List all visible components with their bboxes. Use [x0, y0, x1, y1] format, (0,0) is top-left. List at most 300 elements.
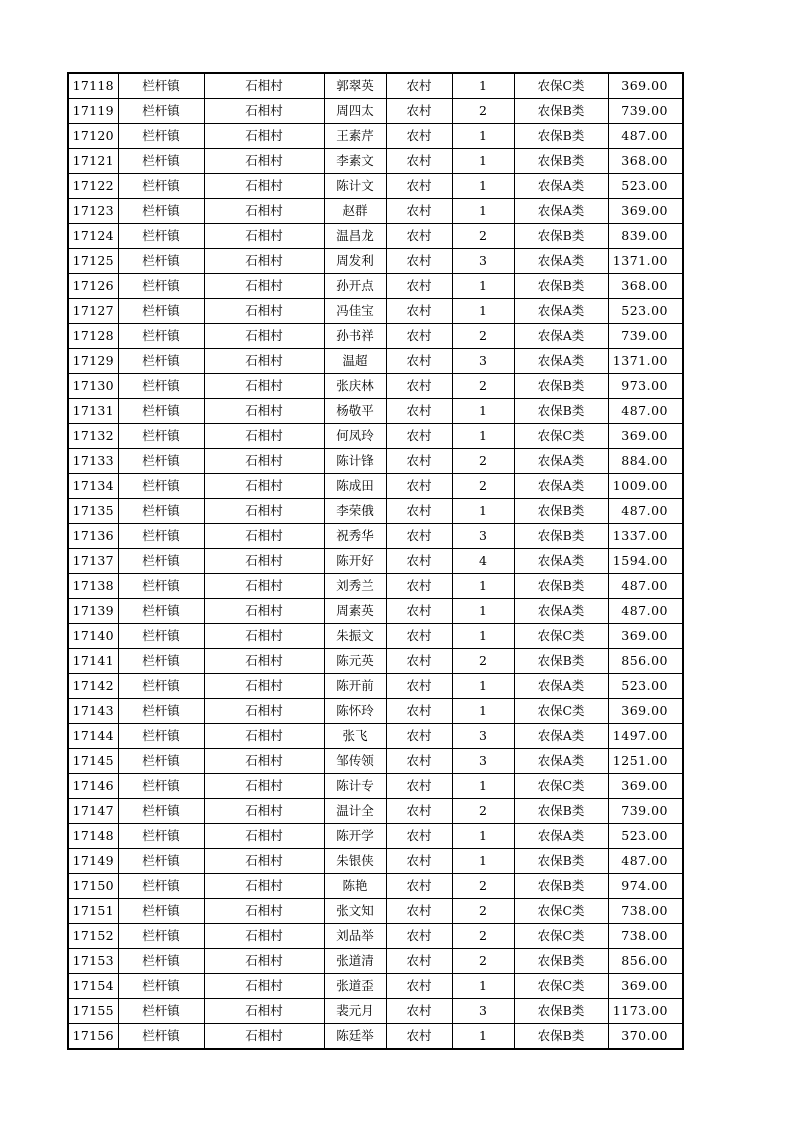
- count-cell: 3: [452, 999, 514, 1024]
- village-cell: 石相村: [204, 524, 324, 549]
- area-type-cell: 农村: [386, 349, 452, 374]
- name-cell: 温计全: [324, 799, 386, 824]
- village-cell: 石相村: [204, 274, 324, 299]
- amount-cell: 487.00: [608, 599, 683, 624]
- name-cell: 孙开点: [324, 274, 386, 299]
- category-cell: 农保A类: [514, 249, 608, 274]
- amount-cell: 974.00: [608, 874, 683, 899]
- category-cell: 农保A类: [514, 174, 608, 199]
- town-cell: 栏杆镇: [118, 374, 204, 399]
- area-type-cell: 农村: [386, 899, 452, 924]
- town-cell: 栏杆镇: [118, 724, 204, 749]
- category-cell: 农保B类: [514, 949, 608, 974]
- table-row: [68, 1024, 683, 1050]
- town-cell: 栏杆镇: [118, 924, 204, 949]
- area-type-cell: 农村: [386, 124, 452, 149]
- serial-cell: 17128: [68, 324, 118, 349]
- count-cell: 3: [452, 749, 514, 774]
- town-cell: 栏杆镇: [118, 899, 204, 924]
- area-type-cell: 农村: [386, 274, 452, 299]
- name-cell: 邹传领: [324, 749, 386, 774]
- town-cell: 栏杆镇: [118, 324, 204, 349]
- table-row: [68, 999, 683, 1024]
- table-row: [68, 624, 683, 649]
- name-cell: 李荣俄: [324, 499, 386, 524]
- name-cell: 张文知: [324, 899, 386, 924]
- area-type-cell: 农村: [386, 549, 452, 574]
- amount-cell: 523.00: [608, 674, 683, 699]
- category-cell: 农保A类: [514, 299, 608, 324]
- name-cell: 陈计文: [324, 174, 386, 199]
- count-cell: 1: [452, 974, 514, 999]
- table-row: [68, 649, 683, 674]
- town-cell: 栏杆镇: [118, 274, 204, 299]
- count-cell: 1: [452, 73, 514, 99]
- category-cell: 农保A类: [514, 599, 608, 624]
- village-cell: 石相村: [204, 399, 324, 424]
- count-cell: 1: [452, 574, 514, 599]
- town-cell: 栏杆镇: [118, 824, 204, 849]
- category-cell: 农保C类: [514, 73, 608, 99]
- amount-cell: 369.00: [608, 624, 683, 649]
- area-type-cell: 农村: [386, 249, 452, 274]
- name-cell: 郭翠英: [324, 73, 386, 99]
- amount-cell: 884.00: [608, 449, 683, 474]
- count-cell: 1: [452, 174, 514, 199]
- town-cell: 栏杆镇: [118, 774, 204, 799]
- name-cell: 何凤玲: [324, 424, 386, 449]
- table-row: [68, 199, 683, 224]
- amount-cell: 973.00: [608, 374, 683, 399]
- serial-cell: 17156: [68, 1024, 118, 1050]
- serial-cell: 17147: [68, 799, 118, 824]
- table-row: [68, 524, 683, 549]
- category-cell: 农保A类: [514, 674, 608, 699]
- name-cell: 赵群: [324, 199, 386, 224]
- amount-cell: 1371.00: [608, 249, 683, 274]
- village-cell: 石相村: [204, 874, 324, 899]
- amount-cell: 487.00: [608, 399, 683, 424]
- village-cell: 石相村: [204, 649, 324, 674]
- serial-cell: 17138: [68, 574, 118, 599]
- name-cell: 周发利: [324, 249, 386, 274]
- town-cell: 栏杆镇: [118, 574, 204, 599]
- category-cell: 农保C类: [514, 624, 608, 649]
- village-cell: 石相村: [204, 249, 324, 274]
- table-row: [68, 124, 683, 149]
- amount-cell: 856.00: [608, 949, 683, 974]
- count-cell: 2: [452, 474, 514, 499]
- name-cell: 陈廷举: [324, 1024, 386, 1050]
- amount-cell: 368.00: [608, 274, 683, 299]
- category-cell: 农保C类: [514, 924, 608, 949]
- table-row: [68, 249, 683, 274]
- name-cell: 孙书祥: [324, 324, 386, 349]
- amount-cell: 839.00: [608, 224, 683, 249]
- town-cell: 栏杆镇: [118, 424, 204, 449]
- area-type-cell: 农村: [386, 949, 452, 974]
- name-cell: 温昌龙: [324, 224, 386, 249]
- table-row: [68, 699, 683, 724]
- table-row: [68, 799, 683, 824]
- town-cell: 栏杆镇: [118, 249, 204, 274]
- serial-cell: 17140: [68, 624, 118, 649]
- amount-cell: 738.00: [608, 924, 683, 949]
- serial-cell: 17120: [68, 124, 118, 149]
- town-cell: 栏杆镇: [118, 299, 204, 324]
- town-cell: 栏杆镇: [118, 149, 204, 174]
- serial-cell: 17121: [68, 149, 118, 174]
- serial-cell: 17126: [68, 274, 118, 299]
- table-row: [68, 574, 683, 599]
- area-type-cell: 农村: [386, 374, 452, 399]
- name-cell: 陈计锋: [324, 449, 386, 474]
- village-cell: 石相村: [204, 599, 324, 624]
- count-cell: 1: [452, 599, 514, 624]
- count-cell: 1: [452, 1024, 514, 1050]
- serial-cell: 17154: [68, 974, 118, 999]
- village-cell: 石相村: [204, 424, 324, 449]
- serial-cell: 17136: [68, 524, 118, 549]
- count-cell: 1: [452, 674, 514, 699]
- village-cell: 石相村: [204, 449, 324, 474]
- table-body: [68, 73, 683, 1049]
- category-cell: 农保A类: [514, 349, 608, 374]
- table-row: [68, 224, 683, 249]
- area-type-cell: 农村: [386, 174, 452, 199]
- category-cell: 农保B类: [514, 124, 608, 149]
- category-cell: 农保A类: [514, 199, 608, 224]
- amount-cell: 739.00: [608, 799, 683, 824]
- name-cell: 周四太: [324, 99, 386, 124]
- name-cell: 朱银侠: [324, 849, 386, 874]
- name-cell: 陈怀玲: [324, 699, 386, 724]
- count-cell: 1: [452, 824, 514, 849]
- area-type-cell: 农村: [386, 799, 452, 824]
- count-cell: 3: [452, 724, 514, 749]
- name-cell: 祝秀华: [324, 524, 386, 549]
- amount-cell: 369.00: [608, 199, 683, 224]
- serial-cell: 17152: [68, 924, 118, 949]
- area-type-cell: 农村: [386, 73, 452, 99]
- area-type-cell: 农村: [386, 849, 452, 874]
- category-cell: 农保B类: [514, 224, 608, 249]
- name-cell: 陈元英: [324, 649, 386, 674]
- serial-cell: 17141: [68, 649, 118, 674]
- category-cell: 农保A类: [514, 549, 608, 574]
- village-cell: 石相村: [204, 499, 324, 524]
- serial-cell: 17118: [68, 73, 118, 99]
- serial-cell: 17122: [68, 174, 118, 199]
- category-cell: 农保B类: [514, 1024, 608, 1050]
- serial-cell: 17155: [68, 999, 118, 1024]
- village-cell: 石相村: [204, 674, 324, 699]
- village-cell: 石相村: [204, 824, 324, 849]
- village-cell: 石相村: [204, 949, 324, 974]
- amount-cell: 523.00: [608, 299, 683, 324]
- serial-cell: 17142: [68, 674, 118, 699]
- area-type-cell: 农村: [386, 1024, 452, 1050]
- count-cell: 3: [452, 249, 514, 274]
- town-cell: 栏杆镇: [118, 849, 204, 874]
- category-cell: 农保B类: [514, 999, 608, 1024]
- town-cell: 栏杆镇: [118, 549, 204, 574]
- table-row: [68, 299, 683, 324]
- amount-cell: 1173.00: [608, 999, 683, 1024]
- category-cell: 农保A类: [514, 474, 608, 499]
- amount-cell: 369.00: [608, 424, 683, 449]
- name-cell: 刘秀兰: [324, 574, 386, 599]
- name-cell: 裴元月: [324, 999, 386, 1024]
- amount-cell: 487.00: [608, 499, 683, 524]
- category-cell: 农保B类: [514, 499, 608, 524]
- category-cell: 农保C类: [514, 774, 608, 799]
- amount-cell: 1251.00: [608, 749, 683, 774]
- category-cell: 农保B类: [514, 274, 608, 299]
- table-row: [68, 99, 683, 124]
- serial-cell: 17151: [68, 899, 118, 924]
- area-type-cell: 农村: [386, 624, 452, 649]
- town-cell: 栏杆镇: [118, 73, 204, 99]
- serial-cell: 17132: [68, 424, 118, 449]
- amount-cell: 487.00: [608, 849, 683, 874]
- table-row: [68, 599, 683, 624]
- category-cell: 农保B类: [514, 399, 608, 424]
- area-type-cell: 农村: [386, 724, 452, 749]
- village-cell: 石相村: [204, 749, 324, 774]
- count-cell: 2: [452, 374, 514, 399]
- town-cell: 栏杆镇: [118, 699, 204, 724]
- town-cell: 栏杆镇: [118, 349, 204, 374]
- town-cell: 栏杆镇: [118, 999, 204, 1024]
- table-row: [68, 424, 683, 449]
- category-cell: 农保C类: [514, 699, 608, 724]
- table-row: [68, 499, 683, 524]
- serial-cell: 17131: [68, 399, 118, 424]
- village-cell: 石相村: [204, 299, 324, 324]
- name-cell: 李素文: [324, 149, 386, 174]
- serial-cell: 17119: [68, 99, 118, 124]
- table-row: [68, 449, 683, 474]
- category-cell: 农保B类: [514, 874, 608, 899]
- village-cell: 石相村: [204, 1024, 324, 1050]
- count-cell: 1: [452, 424, 514, 449]
- town-cell: 栏杆镇: [118, 124, 204, 149]
- village-cell: 石相村: [204, 374, 324, 399]
- village-cell: 石相村: [204, 899, 324, 924]
- count-cell: 1: [452, 124, 514, 149]
- category-cell: 农保C类: [514, 424, 608, 449]
- count-cell: 2: [452, 99, 514, 124]
- table-row: [68, 73, 683, 99]
- serial-cell: 17153: [68, 949, 118, 974]
- serial-cell: 17143: [68, 699, 118, 724]
- table-row: [68, 824, 683, 849]
- name-cell: 张道清: [324, 949, 386, 974]
- village-cell: 石相村: [204, 574, 324, 599]
- area-type-cell: 农村: [386, 874, 452, 899]
- serial-cell: 17133: [68, 449, 118, 474]
- amount-cell: 739.00: [608, 324, 683, 349]
- name-cell: 陈计专: [324, 774, 386, 799]
- count-cell: 3: [452, 349, 514, 374]
- area-type-cell: 农村: [386, 149, 452, 174]
- count-cell: 2: [452, 449, 514, 474]
- town-cell: 栏杆镇: [118, 974, 204, 999]
- amount-cell: 1594.00: [608, 549, 683, 574]
- category-cell: 农保A类: [514, 324, 608, 349]
- serial-cell: 17150: [68, 874, 118, 899]
- village-cell: 石相村: [204, 73, 324, 99]
- area-type-cell: 农村: [386, 649, 452, 674]
- serial-cell: 17124: [68, 224, 118, 249]
- area-type-cell: 农村: [386, 224, 452, 249]
- name-cell: 陈成田: [324, 474, 386, 499]
- table-row: [68, 974, 683, 999]
- count-cell: 1: [452, 299, 514, 324]
- town-cell: 栏杆镇: [118, 624, 204, 649]
- count-cell: 1: [452, 624, 514, 649]
- area-type-cell: 农村: [386, 99, 452, 124]
- count-cell: 2: [452, 224, 514, 249]
- table-row: [68, 749, 683, 774]
- village-cell: 石相村: [204, 724, 324, 749]
- serial-cell: 17134: [68, 474, 118, 499]
- amount-cell: 369.00: [608, 974, 683, 999]
- town-cell: 栏杆镇: [118, 949, 204, 974]
- amount-cell: 739.00: [608, 99, 683, 124]
- serial-cell: 17127: [68, 299, 118, 324]
- amount-cell: 369.00: [608, 774, 683, 799]
- name-cell: 陈开学: [324, 824, 386, 849]
- town-cell: 栏杆镇: [118, 224, 204, 249]
- area-type-cell: 农村: [386, 974, 452, 999]
- category-cell: 农保B类: [514, 574, 608, 599]
- town-cell: 栏杆镇: [118, 649, 204, 674]
- serial-cell: 17137: [68, 549, 118, 574]
- town-cell: 栏杆镇: [118, 174, 204, 199]
- count-cell: 2: [452, 874, 514, 899]
- table-row: [68, 349, 683, 374]
- name-cell: 王素芹: [324, 124, 386, 149]
- name-cell: 张飞: [324, 724, 386, 749]
- amount-cell: 368.00: [608, 149, 683, 174]
- table-row: [68, 324, 683, 349]
- category-cell: 农保B类: [514, 649, 608, 674]
- amount-cell: 487.00: [608, 574, 683, 599]
- area-type-cell: 农村: [386, 699, 452, 724]
- village-cell: 石相村: [204, 324, 324, 349]
- amount-cell: 370.00: [608, 1024, 683, 1050]
- amount-cell: 1337.00: [608, 524, 683, 549]
- town-cell: 栏杆镇: [118, 1024, 204, 1050]
- name-cell: 陈艳: [324, 874, 386, 899]
- serial-cell: 17146: [68, 774, 118, 799]
- area-type-cell: 农村: [386, 324, 452, 349]
- count-cell: 4: [452, 549, 514, 574]
- area-type-cell: 农村: [386, 749, 452, 774]
- name-cell: 杨敬平: [324, 399, 386, 424]
- serial-cell: 17145: [68, 749, 118, 774]
- village-cell: 石相村: [204, 124, 324, 149]
- village-cell: 石相村: [204, 924, 324, 949]
- count-cell: 2: [452, 799, 514, 824]
- area-type-cell: 农村: [386, 199, 452, 224]
- area-type-cell: 农村: [386, 424, 452, 449]
- village-cell: 石相村: [204, 149, 324, 174]
- village-cell: 石相村: [204, 174, 324, 199]
- town-cell: 栏杆镇: [118, 99, 204, 124]
- town-cell: 栏杆镇: [118, 449, 204, 474]
- town-cell: 栏杆镇: [118, 749, 204, 774]
- serial-cell: 17144: [68, 724, 118, 749]
- table-row: [68, 849, 683, 874]
- area-type-cell: 农村: [386, 774, 452, 799]
- serial-cell: 17125: [68, 249, 118, 274]
- table-row: [68, 474, 683, 499]
- amount-cell: 523.00: [608, 824, 683, 849]
- town-cell: 栏杆镇: [118, 599, 204, 624]
- table-row: [68, 774, 683, 799]
- village-cell: 石相村: [204, 199, 324, 224]
- area-type-cell: 农村: [386, 524, 452, 549]
- table-row: [68, 149, 683, 174]
- name-cell: 冯佳宝: [324, 299, 386, 324]
- village-cell: 石相村: [204, 224, 324, 249]
- table-row: [68, 674, 683, 699]
- count-cell: 1: [452, 274, 514, 299]
- table-row: [68, 374, 683, 399]
- amount-cell: 1009.00: [608, 474, 683, 499]
- village-cell: 石相村: [204, 849, 324, 874]
- village-cell: 石相村: [204, 974, 324, 999]
- category-cell: 农保B类: [514, 799, 608, 824]
- category-cell: 农保A类: [514, 824, 608, 849]
- amount-cell: 856.00: [608, 649, 683, 674]
- serial-cell: 17130: [68, 374, 118, 399]
- area-type-cell: 农村: [386, 449, 452, 474]
- village-cell: 石相村: [204, 799, 324, 824]
- count-cell: 1: [452, 849, 514, 874]
- count-cell: 2: [452, 924, 514, 949]
- area-type-cell: 农村: [386, 399, 452, 424]
- serial-cell: 17135: [68, 499, 118, 524]
- village-cell: 石相村: [204, 999, 324, 1024]
- amount-cell: 369.00: [608, 699, 683, 724]
- category-cell: 农保A类: [514, 724, 608, 749]
- count-cell: 2: [452, 324, 514, 349]
- table-row: [68, 274, 683, 299]
- town-cell: 栏杆镇: [118, 799, 204, 824]
- town-cell: 栏杆镇: [118, 399, 204, 424]
- count-cell: 3: [452, 524, 514, 549]
- category-cell: 农保B类: [514, 374, 608, 399]
- allowance-table: [67, 72, 684, 1050]
- count-cell: 1: [452, 499, 514, 524]
- town-cell: 栏杆镇: [118, 874, 204, 899]
- name-cell: 刘品举: [324, 924, 386, 949]
- area-type-cell: 农村: [386, 999, 452, 1024]
- area-type-cell: 农村: [386, 574, 452, 599]
- table-row: [68, 549, 683, 574]
- category-cell: 农保B类: [514, 849, 608, 874]
- name-cell: 周素英: [324, 599, 386, 624]
- category-cell: 农保A类: [514, 449, 608, 474]
- area-type-cell: 农村: [386, 499, 452, 524]
- table-row: [68, 174, 683, 199]
- area-type-cell: 农村: [386, 924, 452, 949]
- area-type-cell: 农村: [386, 299, 452, 324]
